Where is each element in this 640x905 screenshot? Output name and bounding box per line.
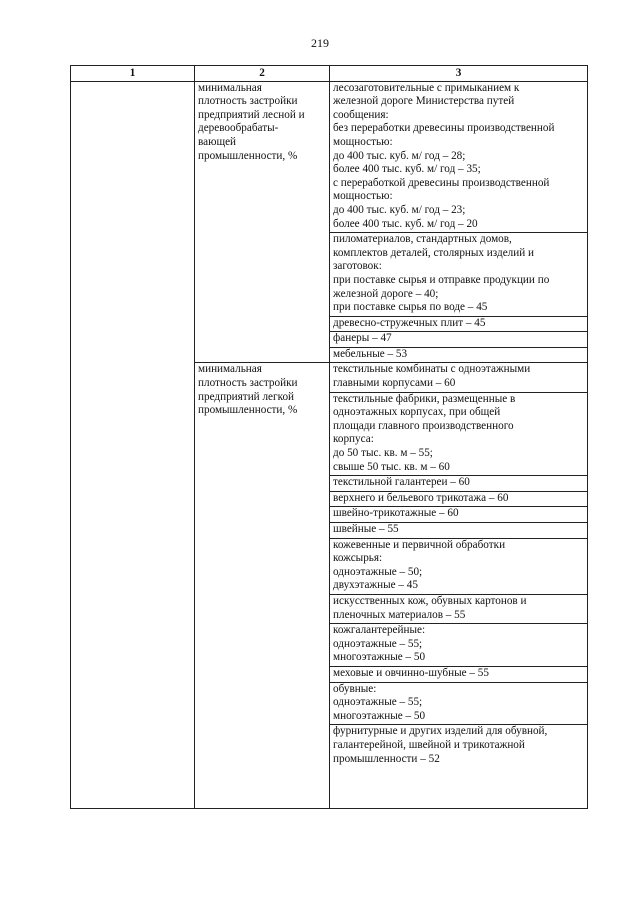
light-entry: верхнего и бельевого трикотажа – 60 [330,491,588,507]
light-industry-label: минимальная плотность застройки предприятий легкой промышленности, % [195,363,330,809]
table-header-row [71,66,588,82]
light-entry: искусственных кож, обувных картонов и пленочных материалов – 55 [330,594,588,623]
header-col-3: 3 [330,66,588,82]
light-entry: обувные: одноэтажные – 55; многоэтажные – 50 [330,682,588,725]
light-entry: текстильные фабрики, размещенные в одноэтажных корпусах, при общей площади главного производственного корпуса: до 50 тыс. кв. м – 55; свыше 50 тыс. кв. м – 60 [330,392,588,476]
forest-industry-label: минимальная плотность застройки предприятий лесной и деревообрабаты- вающей промышленности, % [195,81,330,363]
light-entry: кожевенные и первичной обработки кожсырья: одноэтажные – 50; двухэтажные – 45 [330,538,588,594]
header-col-2: 2 [195,66,330,82]
forest-entry: древесно-стружечных плит – 45 [330,316,588,332]
norms-table [70,65,588,809]
forest-entry: мебельные – 53 [330,347,588,363]
light-entry: фурнитурные и других изделий для обувной, галантерейной, швейной и трикотажной промышленности – 52 [330,725,588,809]
light-entry: меховые и овчинно-шубные – 55 [330,666,588,682]
light-entry: швейно-трикотажные – 60 [330,507,588,523]
light-entry: текстильной галантереи – 60 [330,476,588,492]
page-number: 219 [311,36,329,50]
forest-entry: лесозаготовительные с примыканием к железной дороге Министерства путей сообщения: без переработки древесины производственной мощностью: до 400 тыс. куб. м/ год – 28; более 400 тыс. куб. м/ год – 35; с переработкой древесины производственной мощностью: до 400 тыс. куб. м/ год – 23; более 400 тыс. куб. м/ год – 20 [330,81,588,233]
light-entry: текстильные комбинаты с одноэтажными главными корпусами – 60 [330,363,588,392]
table-row [71,81,588,233]
col1-empty-cell [71,81,195,809]
light-entry: кожгалантерейные: одноэтажные – 55; многоэтажные – 50 [330,624,588,667]
forest-entry: пиломатериалов, стандартных домов, комплектов деталей, столярных изделий и заготовок: при поставке сырья и отправке продукции по железной дороге – 40; при поставке сырья по воде – 45 [330,233,588,317]
header-col-1: 1 [71,66,195,82]
forest-entry: фанеры – 47 [330,332,588,348]
light-entry: швейные – 55 [330,523,588,539]
